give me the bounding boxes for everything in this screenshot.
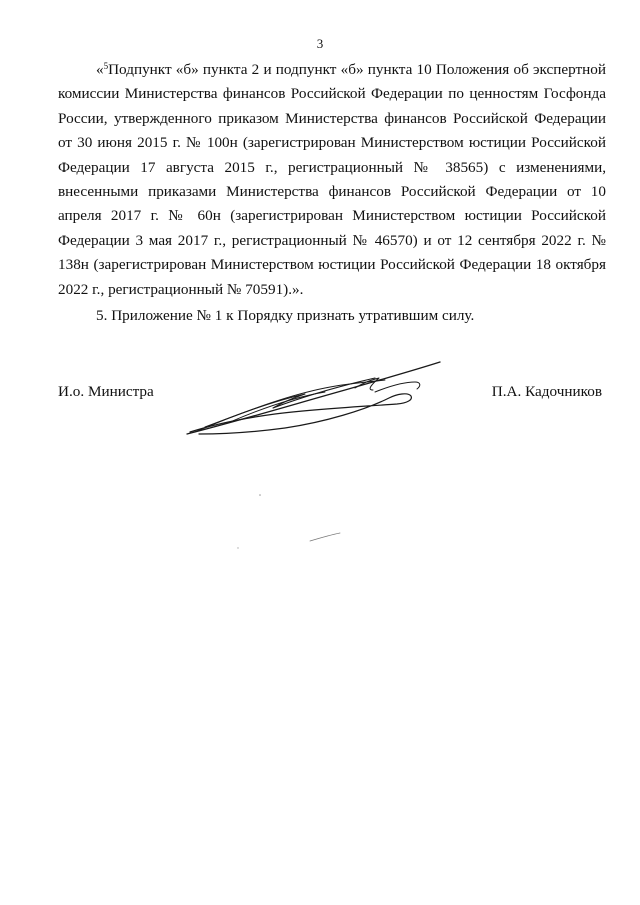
page-number: 3 xyxy=(316,36,324,51)
opening-quote: « xyxy=(96,61,104,78)
signatory-name: П.А. Кадочников xyxy=(491,383,602,400)
footnote-marker: 5 xyxy=(103,61,109,71)
footnote-paragraph xyxy=(58,58,606,302)
scan-mark-icon xyxy=(308,530,342,544)
document-body xyxy=(58,58,606,328)
signatory-position: И.о. Министра xyxy=(58,383,154,400)
footnote-text: Подпункт «б» пункта 2 и подпункт «б» пункта 10 Положения об экспертной комиссии Министерства финансов Российской Федерации по ценностям Госфонда России, утвержденного приказом Министерства финансов Российской Федерации от 30 июня 2015 г. № 100н (зарегистрирован Министерством юстиции Российской Федерации 17 августа 2015 г., регистрационный № 38565) с изменениями, внесенными приказами Министерства финансов Российской Федерации от 10 апреля 2017 г. № 60н (зарегистрирован Министерством юстиции Российской Федерации 3 мая 2017 г., регистрационный № 46570) и от 12 сентября 2022 г. № 138н (зарегистрирован Министерством юстиции Российской Федерации 18 октября 2022 г., регистрационный № 70591).». xyxy=(58,61,606,298)
item-5-paragraph: 5. Приложение № 1 к Порядку признать утратившим силу. xyxy=(96,307,475,325)
handwritten-signature-icon xyxy=(175,352,455,447)
scan-dot-icon xyxy=(236,546,240,550)
scan-dot-icon xyxy=(258,493,262,497)
